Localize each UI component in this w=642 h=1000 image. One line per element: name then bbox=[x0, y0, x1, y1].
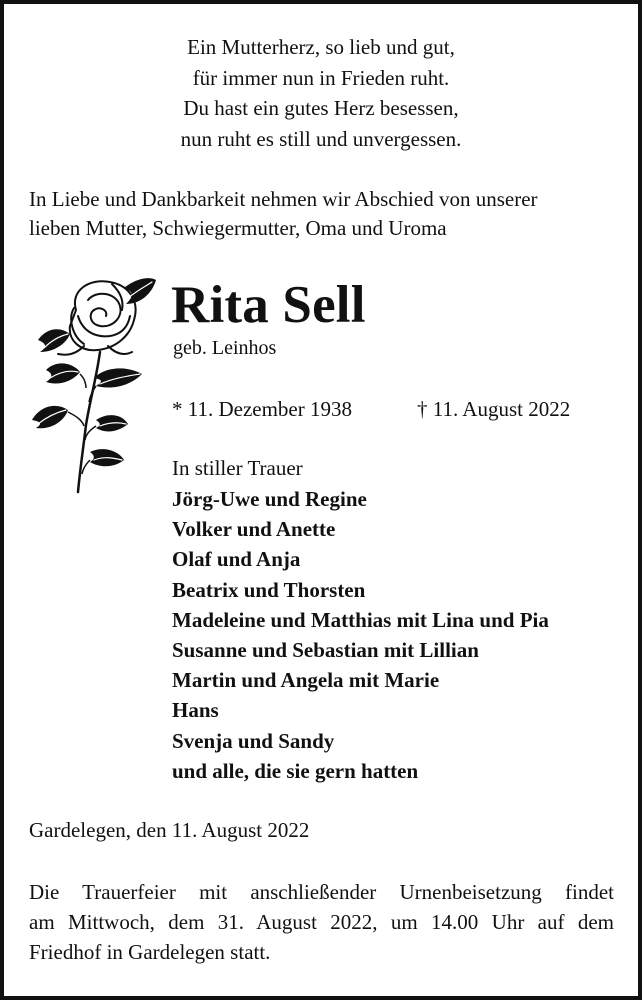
mourner-entry: Hans bbox=[172, 698, 219, 723]
mourner-entry: Martin und Angela mit Marie bbox=[172, 668, 440, 693]
service-line: am Mittwoch, dem 31. August 2022, um 14.00 Uhr auf dem bbox=[29, 910, 614, 934]
poem-line: für immer nun in Frieden ruht. bbox=[192, 65, 450, 90]
mourner-entry: Svenja und Sandy bbox=[172, 728, 335, 753]
maiden-name: geb. Leinhos bbox=[173, 337, 277, 359]
mourner-entry: Madeleine und Matthias mit Lina und Pia bbox=[172, 607, 549, 632]
place-date: Gardelegen, den 11. August 2022 bbox=[29, 818, 310, 842]
poem-line: Ein Mutterherz, so lieb und gut, bbox=[187, 35, 455, 59]
intro-text bbox=[29, 185, 619, 243]
mourner-entry: Beatrix und Thorsten bbox=[172, 577, 366, 602]
mourner-entry: Susanne und Sebastian mit Lillian bbox=[172, 638, 479, 663]
poem-line: nun ruht es still und unvergessen. bbox=[180, 126, 462, 151]
mourner-entry: Jörg-Uwe und Regine bbox=[172, 487, 367, 511]
birth-date: * 11. Dezember 1938 bbox=[172, 397, 352, 421]
intro-line: lieben Mutter, Schwiegermutter, Oma und Uroma bbox=[29, 216, 447, 240]
mourner-entry: Volker und Anette bbox=[172, 517, 336, 542]
death-date: † 11. August 2022 bbox=[417, 397, 571, 421]
mourners-list bbox=[172, 484, 549, 786]
mourner-entry: Olaf und Anja bbox=[172, 547, 301, 572]
poem bbox=[0, 32, 642, 154]
service-line: Die Trauerfeier mit anschließender Urnenbeisetzung findet bbox=[29, 880, 614, 904]
deceased-name: Rita Sell bbox=[171, 276, 366, 334]
rose-icon bbox=[28, 270, 158, 495]
poem-line: Du hast ein gutes Herz besessen, bbox=[183, 96, 459, 120]
service-text bbox=[29, 877, 614, 967]
mourning-label: In stiller Trauer bbox=[172, 456, 303, 480]
mourner-entry: und alle, die sie gern hatten bbox=[172, 758, 419, 783]
intro-line: In Liebe und Dankbarkeit nehmen wir Abschied von unserer bbox=[29, 187, 538, 211]
service-line: Friedhof in Gardelegen statt. bbox=[29, 940, 271, 964]
